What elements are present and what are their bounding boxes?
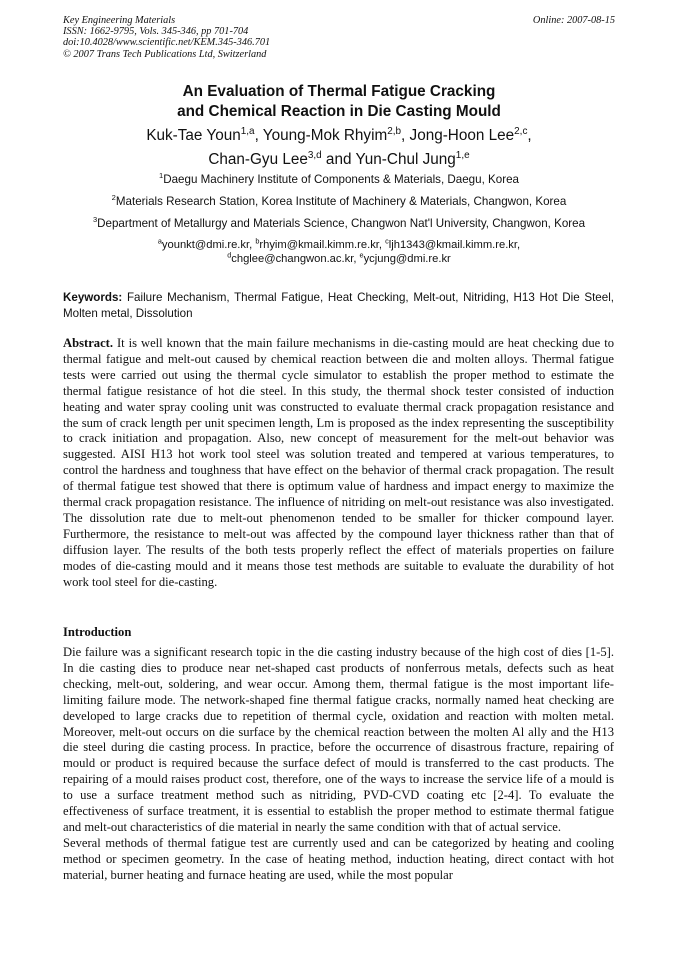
email-line-1 — [0, 238, 678, 252]
email-address: ljh1343@kmail.kimm.re.kr — [388, 239, 518, 251]
email-sep: , — [353, 253, 360, 265]
email-line-2 — [0, 252, 678, 266]
author-name: Kuk-Tae Youn — [146, 127, 241, 144]
journal-header — [63, 15, 270, 60]
email-sep: , — [249, 239, 256, 251]
author-list — [0, 124, 678, 171]
affiliation-sup: 3 — [92, 215, 98, 225]
email-address: rhyim@kmail.kimm.re.kr — [259, 239, 379, 251]
author-sup: 1,e — [455, 149, 470, 161]
email-address: chglee@changwon.ac.kr — [231, 253, 354, 265]
affiliation-3 — [0, 217, 678, 230]
affiliation-text: Daegu Machinery Institute of Components & Materials, Daegu, Korea — [163, 173, 519, 186]
keywords-label: Keywords: — [63, 291, 123, 304]
abstract-text: It is well known that the main failure mechanisms in die-casting mould are heat checking due to thermal fatigue and melt-out caused by chemical reaction between die and molten alloys. Thermal fatigue tests were carried out using the thermal cycle simulator to establish the proper method to estimate the thermal fatigue resistance of hot die steel. In this study, the thermal shock tester consisted of induction heating and water spray cooling unit was constructed to evaluate thermal crack propagation resistance and the sum of crack length per unit specimen length, Lm is proposed as the index representing the susceptibility to crack initiation and propagation. Also, new concept of measurement for the melt-out behavior was suggested. AISI H13 hot work tool steel was solution treated and tempered at various temperatures, to control the hardness and toughness that have effect on the behavior of thermal crack propagation. The result of thermal fatigue test showed that there is optimum value of hardness and impact energy to maximize the thermal crack propagation resistance. The influence of nitriding on melt-out resistance was also investigated. The dissolution rate due to melt-out phenomenon tended to be smaller for thicker compound layer. Furthermore, the resistance to melt-out was affected by the compound layer thickness rather than that of diffusion layer. The results of the both tests properly reflect the effect of materials properties on failure modes of die-casting mould and it means those test methods are suitable to evaluate the durability of hot work tool steel for die-casting. — [63, 336, 614, 589]
email-sup: b — [255, 236, 260, 246]
affiliation-sup: 2 — [111, 193, 116, 203]
keywords-text: Failure Mechanism, Thermal Fatigue, Heat Checking, Melt-out, Nitriding, H13 Hot Die Steel, Molten metal, Dissolution — [63, 291, 614, 320]
abstract-block — [63, 336, 614, 591]
affiliation-text: Materials Research Station, Korea Institute of Machinery & Materials, Changwon, Korea — [115, 195, 567, 208]
email-list — [0, 238, 678, 266]
introduction-paragraph-1: Die failure was a significant research topic in the die casting industry because of the high cost of dies [1-5]. In die casting dies to produce near net-shaped cast products of nonferrous metals, defects such as heat checking, melt-out, soldering, and wear occur. Among them, thermal fatigue is the most important life-limiting failure mode. The network-shaped fine thermal fatigue cracks, normally named heat checking are developed to large cracks due to repetition of thermal cycle, oxidation and reaction with molten metal. Moreover, melt-out occurs on die surface by the chemical reaction between the molten Al ally and the H13 die steel during die casting process. In practice, before the occurrence of disastrous fracture, repairing of mould or product is required because the surface defect of mould is transferred to the cast products. The repairing of a mould raises product cost, therefore, one of the ways to increase the service life of a mould is to use a surface treatment method such as nitriding, PVD-CVD coating etc [2-4]. To evaluate the effectiveness of surface treatment, it is essential to establish the proper method to estimate thermal fatigue and melt-out characteristics of die material in nearly the same condition with that of actual service. — [63, 645, 614, 834]
online-date: Online: 2007-08-15 — [532, 15, 615, 26]
email-sup: c — [385, 236, 389, 246]
author-name: Young-Mok Rhyim — [262, 127, 388, 144]
email-sup: a — [157, 236, 162, 246]
author-and: and — [321, 150, 356, 168]
affiliation-text: Department of Metallurgy and Materials Science, Changwon Nat'l University, Changwon, Korea — [97, 217, 586, 230]
title-line-2: and Chemical Reaction in Die Casting Mould — [177, 103, 501, 120]
doi-line: doi:10.4028/www.scientific.net/KEM.345-346.701 — [63, 37, 271, 49]
author-line-1 — [0, 124, 678, 148]
author-sep: , — [254, 127, 263, 144]
email-address: ycjung@dmi.re.kr — [363, 253, 451, 265]
journal-name: Key Engineering Materials — [63, 15, 176, 26]
email-sep: , — [517, 239, 521, 251]
affiliation-sup: 1 — [159, 171, 164, 181]
author-sup: 3,d — [307, 149, 322, 161]
affiliation-1 — [0, 173, 678, 186]
email-address: younkt@dmi.re.kr — [161, 239, 250, 251]
abstract-label: Abstract. — [63, 336, 114, 350]
author-name: Chan-Gyu Lee — [208, 150, 308, 168]
author-sup: 2,b — [387, 125, 402, 137]
introduction-body — [63, 645, 614, 884]
affiliation-2 — [0, 195, 678, 208]
paper-title — [0, 82, 678, 122]
author-line-2 — [0, 148, 678, 172]
introduction-heading: Introduction — [63, 625, 132, 639]
author-sup: 2,c — [514, 125, 528, 137]
author-sup: 1,a — [240, 125, 255, 137]
title-line-1: An Evaluation of Thermal Fatigue Cracking — [182, 83, 496, 100]
email-sup: d — [227, 250, 232, 260]
keywords-block — [63, 290, 614, 321]
email-sep: , — [378, 239, 386, 251]
introduction-paragraph-2: Several methods of thermal fatigue test are currently used and can be categorized by heating and cooling method or specimen geometry. In the case of heating method, induction heating, direct contact with hot material, burner heating and furnace heating are used, while the most popular — [63, 835, 614, 882]
email-sup: e — [359, 250, 364, 260]
issn-line: ISSN: 1662-9795, Vols. 345-346, pp 701-704 — [63, 26, 249, 38]
author-name: Yun-Chul Jung — [355, 150, 456, 168]
copyright-line: © 2007 Trans Tech Publications Ltd, Switzerland — [63, 48, 267, 60]
author-name: Jong-Hoon Lee — [409, 127, 515, 144]
author-sep: , — [401, 127, 410, 144]
author-sep: , — [527, 127, 532, 144]
